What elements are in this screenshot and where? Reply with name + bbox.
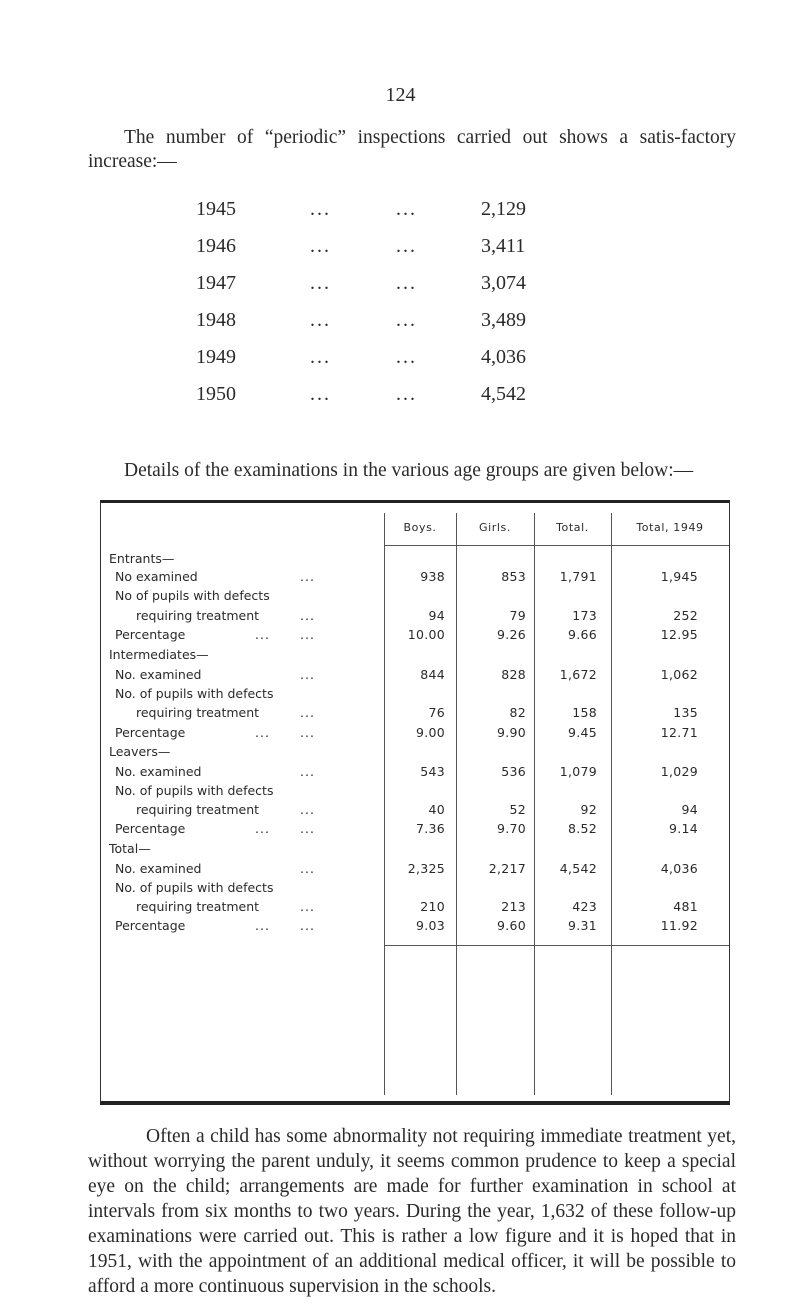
leader-dots: ... <box>300 608 315 623</box>
row-label-text: No. examined <box>115 667 202 682</box>
year-label: 1949 <box>196 346 236 368</box>
inspection-count: 3,074 <box>481 272 526 294</box>
cell-total: 423 <box>572 899 597 914</box>
cell-total-1949: 1,945 <box>660 569 698 584</box>
cell-girls: 853 <box>501 569 526 584</box>
row-label-examined <box>115 667 315 682</box>
cell-total: 158 <box>572 705 597 720</box>
leader-dots: ... <box>300 802 315 817</box>
inspection-count: 4,036 <box>481 346 526 368</box>
leader-dots: ... <box>300 667 315 682</box>
row-label-requiring <box>136 899 315 914</box>
row-label-defects: No. of pupils with defects <box>115 880 274 895</box>
leader-dots: ... <box>255 627 270 642</box>
intro-text: The number of “periodic” inspections carried out shows a satis-factory increase:— <box>88 127 736 172</box>
header-total-1949: Total, 1949 <box>636 521 704 534</box>
leader-dots: ... <box>396 235 417 257</box>
intro-paragraph <box>88 126 736 174</box>
cell-girls: 9.70 <box>496 821 526 836</box>
closing-paragraph <box>88 1124 736 1299</box>
section-title-intermediates: Intermediates— <box>109 647 209 662</box>
total-rule <box>384 945 729 946</box>
leader-dots: ... <box>300 918 315 933</box>
leader-dots: ... <box>300 764 315 779</box>
year-row-1948 <box>196 309 556 346</box>
header-girls: Girls. <box>479 521 511 534</box>
cell-total-1949: 11.92 <box>660 918 698 933</box>
cell-total: 1,672 <box>559 667 597 682</box>
row-label-requiring <box>136 705 315 720</box>
cell-total: 9.31 <box>567 918 597 933</box>
cell-total-1949: 135 <box>673 705 698 720</box>
inspection-count: 2,129 <box>481 198 526 220</box>
leader-dots: ... <box>300 899 315 914</box>
cell-total-1949: 481 <box>673 899 698 914</box>
row-label-text: requiring treatment <box>136 802 260 817</box>
examinations-table <box>100 500 730 1105</box>
cell-girls: 52 <box>509 802 526 817</box>
cell-boys: 7.36 <box>415 821 445 836</box>
year-label: 1946 <box>196 235 236 257</box>
year-label: 1945 <box>196 198 236 220</box>
row-label-text: No examined <box>115 569 198 584</box>
cell-girls: 213 <box>501 899 526 914</box>
year-row-1945 <box>196 198 556 235</box>
leader-dots: ... <box>310 235 331 257</box>
cell-total-1949: 94 <box>681 802 698 817</box>
inspection-count: 4,542 <box>481 383 526 405</box>
header-rule <box>384 545 729 546</box>
leader-dots: ... <box>255 725 270 740</box>
details-paragraph <box>88 459 736 483</box>
leader-dots: ... <box>300 569 315 584</box>
leader-dots: ... <box>396 272 417 294</box>
cell-total: 92 <box>580 802 597 817</box>
row-label-text: Percentage <box>115 627 186 642</box>
column-rule <box>456 513 457 1095</box>
cell-total: 8.52 <box>567 821 597 836</box>
leader-dots: ... <box>310 309 331 331</box>
leader-dots: ... <box>310 198 331 220</box>
cell-boys: 9.03 <box>415 918 445 933</box>
row-label-text: Percentage <box>115 918 186 933</box>
cell-boys: 9.00 <box>415 725 445 740</box>
section-title-leavers: Leavers— <box>109 744 171 759</box>
leader-dots: ... <box>396 198 417 220</box>
row-label-percentage <box>115 627 315 642</box>
leader-dots: ... <box>300 725 315 740</box>
cell-total: 9.66 <box>567 627 597 642</box>
row-label-text: requiring treatment <box>136 705 260 720</box>
cell-girls: 9.26 <box>496 627 526 642</box>
cell-girls: 82 <box>509 705 526 720</box>
year-label: 1948 <box>196 309 236 331</box>
cell-boys: 938 <box>420 569 445 584</box>
inspection-count: 3,489 <box>481 309 526 331</box>
inspection-count: 3,411 <box>481 235 526 257</box>
cell-total: 173 <box>572 608 597 623</box>
leader-dots: ... <box>310 272 331 294</box>
row-label-examined <box>115 569 315 584</box>
row-label-requiring <box>136 608 315 623</box>
cell-total-1949: 1,062 <box>660 667 698 682</box>
leader-dots: ... <box>300 705 315 720</box>
row-label-examined <box>115 861 315 876</box>
details-text: Details of the examinations in the various age groups are given below:— <box>124 460 694 481</box>
row-label-requiring <box>136 802 315 817</box>
leader-dots: ... <box>396 383 417 405</box>
cell-boys: 2,325 <box>407 861 445 876</box>
year-row-1947 <box>196 272 556 309</box>
row-label-text: requiring treatment <box>136 899 260 914</box>
row-label-text: Percentage <box>115 725 186 740</box>
cell-total-1949: 9.14 <box>668 821 698 836</box>
row-label-percentage <box>115 821 315 836</box>
cell-girls: 9.60 <box>496 918 526 933</box>
cell-total-1949: 12.95 <box>660 627 698 642</box>
leader-dots: ... <box>255 918 270 933</box>
column-rule <box>534 513 535 1095</box>
year-row-1950 <box>196 383 556 420</box>
section-title-entrants: Entrants— <box>109 551 175 566</box>
cell-boys: 76 <box>428 705 445 720</box>
header-total: Total. <box>556 521 589 534</box>
inspection-year-list <box>196 198 556 420</box>
cell-boys: 10.00 <box>407 627 445 642</box>
row-label-defects: No. of pupils with defects <box>115 783 274 798</box>
cell-girls: 536 <box>501 764 526 779</box>
cell-boys: 94 <box>428 608 445 623</box>
leader-dots: ... <box>310 383 331 405</box>
leader-dots: ... <box>396 346 417 368</box>
section-title-total: Total— <box>109 841 151 856</box>
row-label-text: Percentage <box>115 821 186 836</box>
cell-boys: 543 <box>420 764 445 779</box>
row-label-text: No. examined <box>115 764 202 779</box>
row-label-text: No. examined <box>115 861 202 876</box>
leader-dots: ... <box>300 861 315 876</box>
cell-total: 4,542 <box>559 861 597 876</box>
year-label: 1950 <box>196 383 236 405</box>
cell-total-1949: 4,036 <box>660 861 698 876</box>
year-row-1949 <box>196 346 556 383</box>
closing-text: Often a child has some abnormality not requiring immediate treatment yet, without worrying the parent unduly, it seems common prudence to keep a special eye on the child; arrangements are made for further examination in school at intervals from six months to two years. During the year, 1,632 of these follow-up examinations were carried out. This is rather a low figure and it is hoped that in 1951, with the appointment of an additional medical officer, it will be possible to afford a more continuous supervision in the schools. <box>88 1126 736 1297</box>
row-label-defects: No. of pupils with defects <box>115 686 274 701</box>
year-label: 1947 <box>196 272 236 294</box>
cell-girls: 2,217 <box>488 861 526 876</box>
cell-total: 1,791 <box>559 569 597 584</box>
cell-boys: 40 <box>428 802 445 817</box>
leader-dots: ... <box>255 821 270 836</box>
leader-dots: ... <box>300 627 315 642</box>
cell-total: 1,079 <box>559 764 597 779</box>
cell-boys: 844 <box>420 667 445 682</box>
leader-dots: ... <box>396 309 417 331</box>
page-number: 124 <box>385 84 416 106</box>
row-label-text: requiring treatment <box>136 608 260 623</box>
header-boys: Boys. <box>403 521 437 534</box>
leader-dots: ... <box>310 346 331 368</box>
cell-total-1949: 1,029 <box>660 764 698 779</box>
row-label-percentage <box>115 725 315 740</box>
cell-girls: 79 <box>509 608 526 623</box>
cell-boys: 210 <box>420 899 445 914</box>
column-rule <box>611 513 612 1095</box>
row-label-defects: No of pupils with defects <box>115 588 270 603</box>
leader-dots: ... <box>300 821 315 836</box>
cell-girls: 9.90 <box>496 725 526 740</box>
cell-total-1949: 252 <box>673 608 698 623</box>
row-label-percentage <box>115 918 315 933</box>
cell-girls: 828 <box>501 667 526 682</box>
row-label-examined <box>115 764 315 779</box>
cell-total: 9.45 <box>567 725 597 740</box>
year-row-1946 <box>196 235 556 272</box>
cell-total-1949: 12.71 <box>660 725 698 740</box>
